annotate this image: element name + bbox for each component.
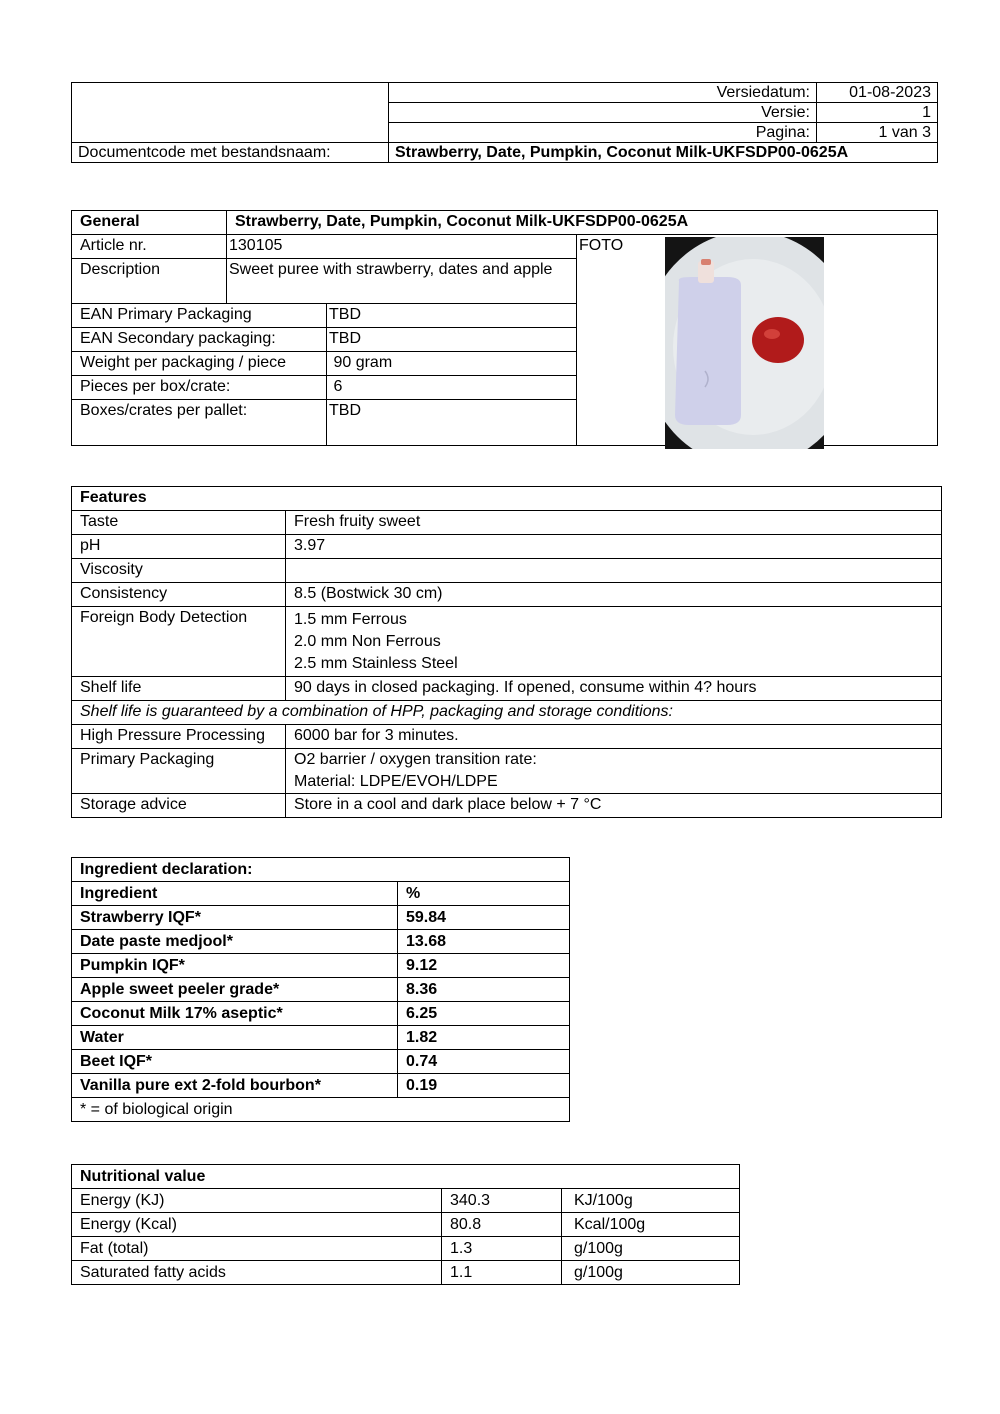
- versie-label: Versie:: [389, 103, 817, 123]
- foreign-body-line: 2.0 mm Non Ferrous: [294, 633, 441, 650]
- ingredient-name: Beet IQF*: [72, 1050, 398, 1074]
- pagina-label: Pagina:: [389, 123, 817, 143]
- ingredient-percent: 0.74: [398, 1050, 570, 1074]
- boxes-label: Boxes/crates per pallet:: [72, 400, 327, 446]
- weight-label: Weight per packaging / piece: [72, 352, 327, 376]
- nutrition-row: [72, 1213, 740, 1237]
- nutrition-table: [71, 1164, 740, 1285]
- feature-value: Fresh fruity sweet: [286, 511, 942, 535]
- ingredient-name: Date paste medjool*: [72, 930, 398, 954]
- features-title: Features: [72, 487, 942, 511]
- foto-label: FOTO: [579, 237, 624, 254]
- versiedatum-value: 01-08-2023: [817, 83, 938, 103]
- ingredient-name: Apple sweet peeler grade*: [72, 978, 398, 1002]
- nutrient-name: Energy (Kcal): [72, 1213, 442, 1237]
- ingredient-row: [72, 1050, 570, 1074]
- primary-packaging-label: Primary Packaging: [72, 749, 286, 794]
- nutrition-row: [72, 1237, 740, 1261]
- storage-value: Store in a cool and dark place below + 7 °C: [286, 794, 942, 818]
- ingredient-percent: 1.82: [398, 1026, 570, 1050]
- nutrient-value: 340.3: [442, 1189, 562, 1213]
- foreign-body-line: 1.5 mm Ferrous: [294, 611, 407, 628]
- shelf-life-value: 90 days in closed packaging. If opened, consume within 4? hours: [286, 677, 942, 701]
- ingredients-footnote: * = of biological origin: [72, 1098, 570, 1122]
- boxes-value: TBD: [327, 400, 577, 446]
- ingredient-row: [72, 930, 570, 954]
- hpp-label: High Pressure Processing: [72, 725, 286, 749]
- doccode-label: Documentcode met bestandsnaam:: [72, 143, 389, 163]
- versiedatum-label: Versiedatum:: [389, 83, 817, 103]
- ingredient-row: [72, 1026, 570, 1050]
- ingredient-name: Water: [72, 1026, 398, 1050]
- ingredient-name: Pumpkin IQF*: [72, 954, 398, 978]
- ean-primary-value: TBD: [327, 304, 577, 328]
- ingredient-name: Strawberry IQF*: [72, 906, 398, 930]
- ingredient-percent: 6.25: [398, 1002, 570, 1026]
- nutrient-name: Energy (KJ): [72, 1189, 442, 1213]
- product-photo-illustration: [665, 237, 824, 449]
- ingredient-row: [72, 1002, 570, 1026]
- nutrition-row: [72, 1261, 740, 1285]
- article-value: 130105: [227, 235, 577, 259]
- nutrient-name: Saturated fatty acids: [72, 1261, 442, 1285]
- header-blank-cell: [72, 83, 389, 143]
- feature-value: 8.5 (Bostwick 30 cm): [286, 583, 942, 607]
- storage-label: Storage advice: [72, 794, 286, 818]
- foreign-body-line: 2.5 mm Stainless Steel: [294, 655, 458, 672]
- nutrient-value: 1.3: [442, 1237, 562, 1261]
- description-label: Description: [72, 259, 227, 304]
- weight-value: 90 gram: [327, 352, 577, 376]
- ingredient-percent: 0.19: [398, 1074, 570, 1098]
- ean-primary-label: EAN Primary Packaging: [72, 304, 327, 328]
- primary-packaging-line: O2 barrier / oxygen transition rate:: [294, 751, 537, 768]
- ingredient-percent: 59.84: [398, 906, 570, 930]
- nutrient-name: Fat (total): [72, 1237, 442, 1261]
- ingredient-row: [72, 978, 570, 1002]
- feature-label: Taste: [72, 511, 286, 535]
- percent-column-header: %: [398, 882, 570, 906]
- foreign-body-label: Foreign Body Detection: [72, 607, 286, 677]
- features-table: [71, 486, 942, 818]
- product-photo: [665, 237, 824, 449]
- article-label: Article nr.: [72, 235, 227, 259]
- feature-label: pH: [72, 535, 286, 559]
- feature-row: [72, 583, 942, 607]
- foreign-body-values: [286, 607, 942, 677]
- shelf-life-note: Shelf life is guaranteed by a combination of HPP, packaging and storage conditions:: [72, 701, 942, 725]
- nutrient-value: 1.1: [442, 1261, 562, 1285]
- ingredient-percent: 8.36: [398, 978, 570, 1002]
- nutrition-row: [72, 1189, 740, 1213]
- shelf-life-label: Shelf life: [72, 677, 286, 701]
- general-title: General: [72, 211, 227, 235]
- ingredients-title: Ingredient declaration:: [72, 858, 570, 882]
- nutrient-value: 80.8: [442, 1213, 562, 1237]
- feature-value: [286, 559, 942, 583]
- ingredient-row: [72, 1074, 570, 1098]
- hpp-value: 6000 bar for 3 minutes.: [286, 725, 942, 749]
- feature-row: [72, 559, 942, 583]
- nutrient-unit: KJ/100g: [562, 1189, 740, 1213]
- ean-secondary-value: TBD: [327, 328, 577, 352]
- feature-row: [72, 535, 942, 559]
- general-title-value: Strawberry, Date, Pumpkin, Coconut Milk-UKFSDP00-0625A: [227, 211, 938, 235]
- document-header-table: [71, 82, 938, 163]
- pieces-label: Pieces per box/crate:: [72, 376, 327, 400]
- ingredient-name: Vanilla pure ext 2-fold bourbon*: [72, 1074, 398, 1098]
- ingredient-percent: 13.68: [398, 930, 570, 954]
- ingredient-name: Coconut Milk 17% aseptic*: [72, 1002, 398, 1026]
- ingredient-row: [72, 954, 570, 978]
- nutrient-unit: g/100g: [562, 1261, 740, 1285]
- ingredient-row: [72, 906, 570, 930]
- feature-label: Viscosity: [72, 559, 286, 583]
- ean-secondary-label: EAN Secondary packaging:: [72, 328, 327, 352]
- feature-value: 3.97: [286, 535, 942, 559]
- feature-label: Consistency: [72, 583, 286, 607]
- ingredient-column-header: Ingredient: [72, 882, 398, 906]
- feature-row: [72, 511, 942, 535]
- pagina-value: 1 van 3: [817, 123, 938, 143]
- versie-value: 1: [817, 103, 938, 123]
- nutrition-title: Nutritional value: [72, 1165, 740, 1189]
- ingredients-table: [71, 857, 570, 1122]
- nutrient-unit: Kcal/100g: [562, 1213, 740, 1237]
- ingredient-percent: 9.12: [398, 954, 570, 978]
- primary-packaging-line: Material: LDPE/EVOH/LDPE: [294, 773, 498, 790]
- primary-packaging-values: [286, 749, 942, 794]
- nutrient-unit: g/100g: [562, 1237, 740, 1261]
- pieces-value: 6: [327, 376, 577, 400]
- description-value: Sweet puree with strawberry, dates and apple: [227, 259, 577, 304]
- doccode-value: Strawberry, Date, Pumpkin, Coconut Milk-UKFSDP00-0625A: [389, 143, 938, 163]
